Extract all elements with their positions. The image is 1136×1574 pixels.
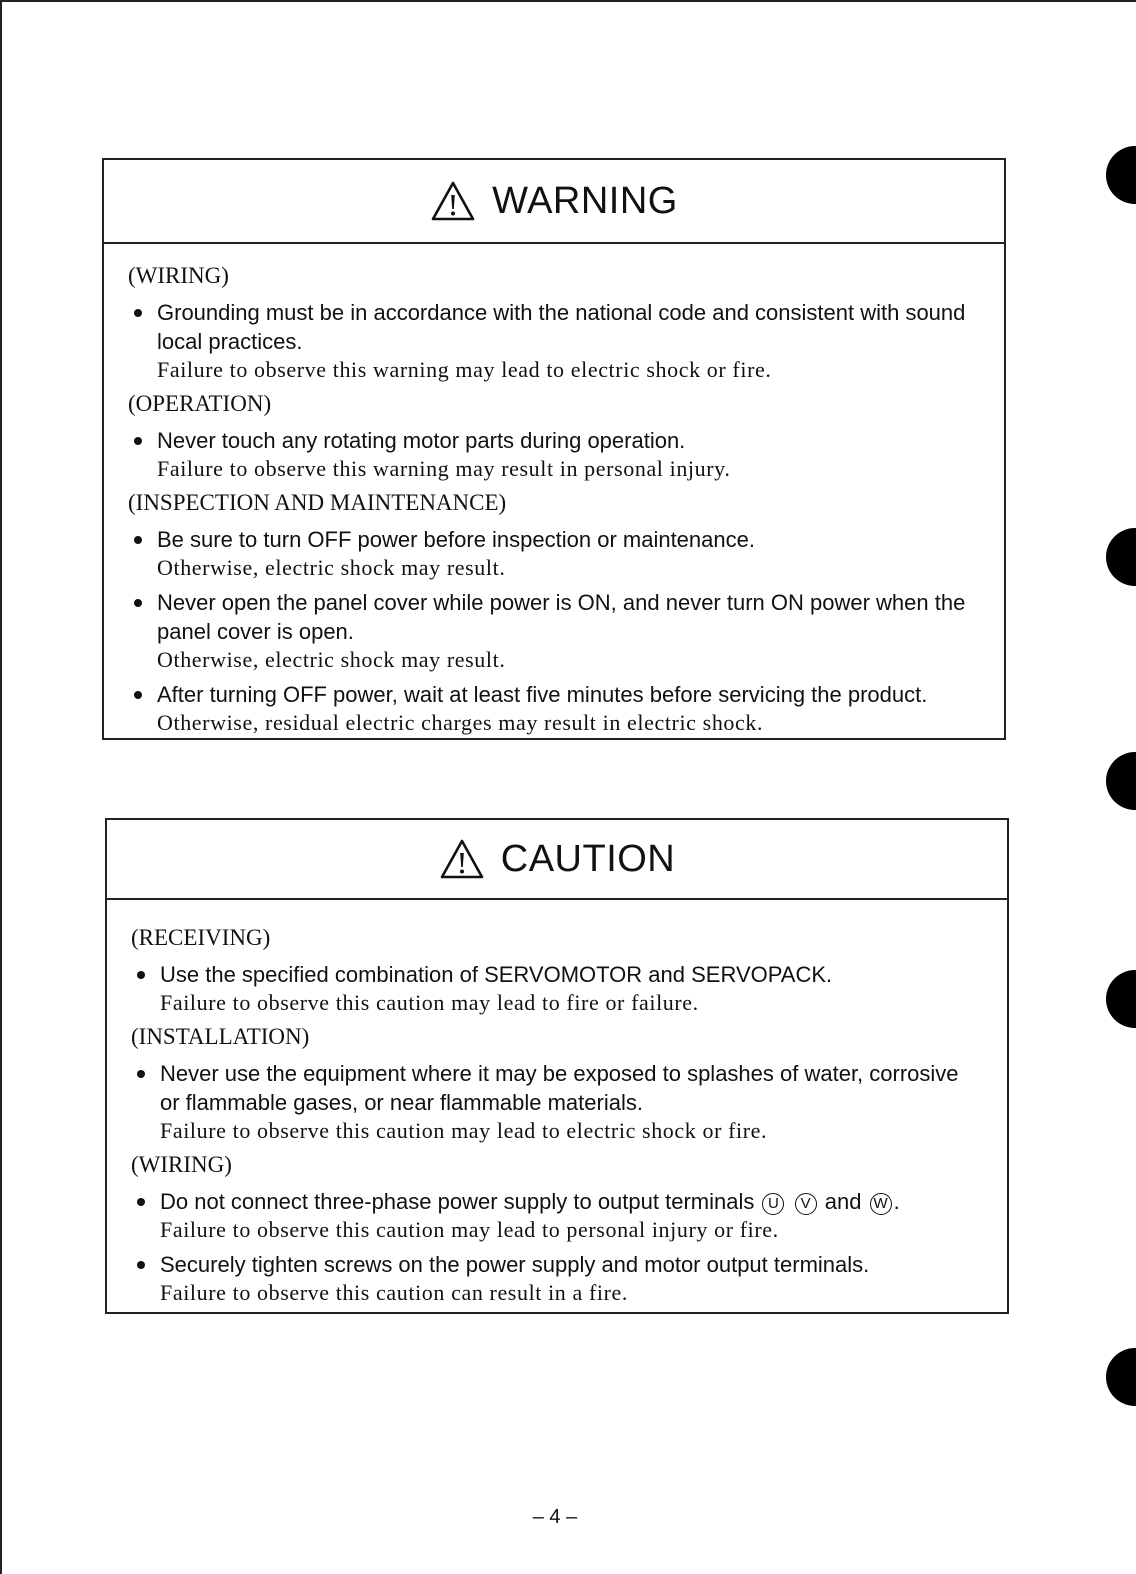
caution-triangle-icon <box>439 838 485 880</box>
tab-mark <box>1106 528 1136 586</box>
page-top-edge <box>0 0 1136 2</box>
bullet <box>137 1070 145 1078</box>
item-sub: Otherwise, residual electric charges may result in electric shock. <box>157 710 764 735</box>
terminal-w-symbol: W <box>870 1193 892 1215</box>
caution-title: CAUTION <box>500 837 676 880</box>
caution-panel <box>105 818 1009 1314</box>
item-sub: Failure to observe this caution can result in a fire. <box>160 1280 628 1305</box>
warning-section-inspection <box>128 489 980 737</box>
item-sub: Failure to observe this warning may result in personal injury. <box>157 456 731 481</box>
page-number: – 4 – <box>532 1506 578 1528</box>
item-main-conj: and <box>824 1189 862 1214</box>
bullet <box>134 437 142 445</box>
list-item <box>128 680 980 737</box>
item-sub: Otherwise, electric shock may result. <box>157 647 506 672</box>
item-main: Never use the equipment where it may be exposed to splashes of water, corrosive or flammable gases, or near flammable materials. <box>160 1061 959 1115</box>
warning-title: WARNING <box>492 179 678 222</box>
list-item <box>131 1250 983 1307</box>
warning-section-operation <box>128 390 980 483</box>
bullet <box>137 1198 145 1206</box>
bullet <box>134 599 142 607</box>
terminal-v-symbol: V <box>795 1193 817 1215</box>
section-label: (INSTALLATION) <box>131 1024 310 1049</box>
bullet <box>137 971 145 979</box>
bullet <box>134 536 142 544</box>
warning-header <box>104 160 1004 244</box>
item-main: Securely tighten screws on the power supply and motor output terminals. <box>160 1252 870 1277</box>
section-label: (WIRING) <box>131 1152 232 1177</box>
item-sub: Failure to observe this warning may lead to electric shock or fire. <box>157 357 772 382</box>
item-main: Use the specified combination of SERVOMOTOR and SERVOPACK. <box>160 962 833 987</box>
caution-body <box>107 900 1007 1307</box>
list-item <box>131 1059 983 1145</box>
tab-mark <box>1106 1348 1136 1406</box>
terminal-u-symbol: U <box>762 1193 784 1215</box>
bullet <box>134 309 142 317</box>
item-main: Grounding must be in accordance with the national code and consistent with sound local practices. <box>157 300 966 354</box>
list-item <box>128 298 980 384</box>
caution-section-installation <box>131 1023 983 1145</box>
tab-mark <box>1106 970 1136 1028</box>
tab-mark <box>1106 752 1136 810</box>
caution-section-wiring <box>131 1151 983 1307</box>
item-main: After turning OFF power, wait at least five minutes before servicing the product. <box>157 682 928 707</box>
list-item <box>131 960 983 1017</box>
item-main <box>160 1187 983 1216</box>
bullet <box>134 691 142 699</box>
item-main: Never touch any rotating motor parts during operation. <box>157 428 686 453</box>
list-item <box>128 588 980 674</box>
warning-section-wiring <box>128 262 980 384</box>
warning-panel <box>102 158 1006 740</box>
item-main-suffix: . <box>893 1189 900 1214</box>
warning-body <box>104 244 1004 737</box>
section-label: (OPERATION) <box>128 391 272 416</box>
bullet <box>137 1261 145 1269</box>
list-item <box>128 426 980 483</box>
section-label: (INSPECTION AND MAINTENANCE) <box>128 490 507 515</box>
tab-mark <box>1106 146 1136 204</box>
caution-section-receiving <box>131 924 983 1017</box>
list-item <box>128 525 980 582</box>
list-item <box>131 1187 983 1244</box>
item-sub: Otherwise, electric shock may result. <box>157 555 506 580</box>
item-sub: Failure to observe this caution may lead to fire or failure. <box>160 990 699 1015</box>
page-left-edge <box>0 0 2 1574</box>
warning-triangle-icon <box>430 180 476 222</box>
section-label: (RECEIVING) <box>131 925 271 950</box>
item-main: Never open the panel cover while power is ON, and never turn ON power when the panel cover is open. <box>157 590 966 644</box>
item-main-prefix: Do not connect three-phase power supply to output terminals <box>160 1189 755 1214</box>
item-sub: Failure to observe this caution may lead to personal injury or fire. <box>160 1217 779 1242</box>
item-sub: Failure to observe this caution may lead to electric shock or fire. <box>160 1118 768 1143</box>
caution-header <box>107 820 1007 900</box>
section-label: (WIRING) <box>128 263 229 288</box>
item-main: Be sure to turn OFF power before inspection or maintenance. <box>157 527 755 552</box>
